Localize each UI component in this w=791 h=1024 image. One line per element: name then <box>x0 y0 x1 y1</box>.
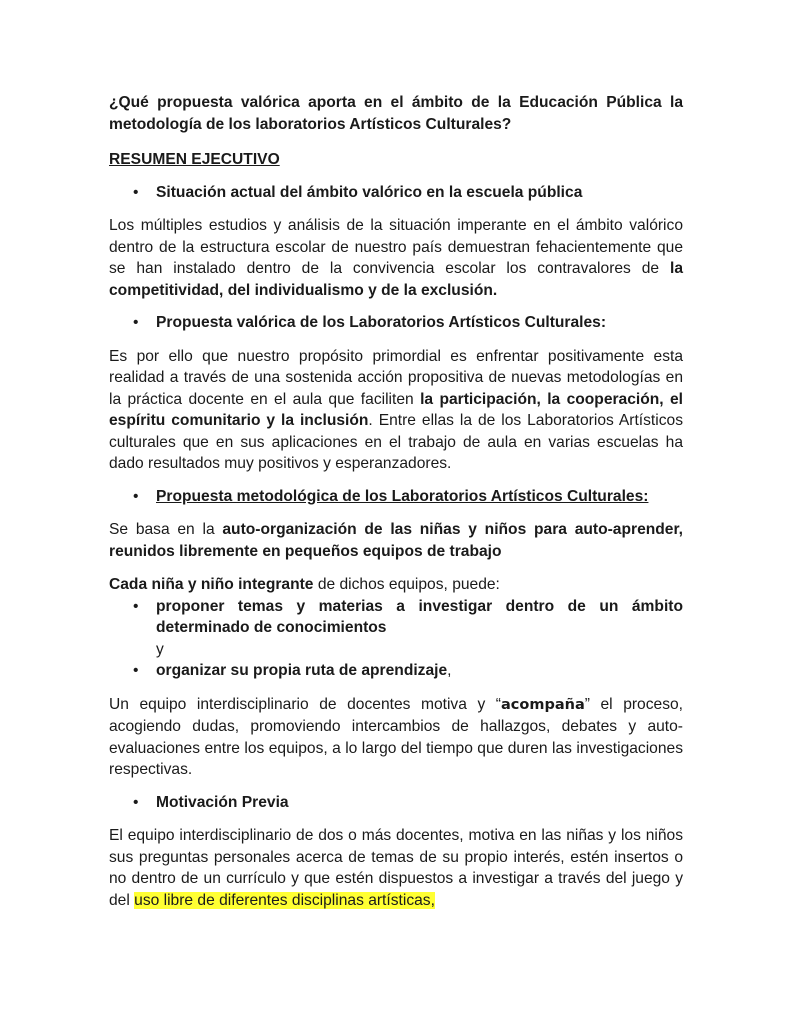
bullet-heading-situacion <box>109 182 683 204</box>
paragraph-bold-text: acompaña <box>501 696 585 713</box>
paragraph-text: Los múltiples estudios y análisis de la situación imperante en el ámbito valórico dentro de la estructura escolar de nuestro país demuestran fehacientemente que se han instalado dentro de la convivencia escolar los contravalores de <box>109 217 683 277</box>
bullet-heading-text: Propuesta metodológica de los Laboratorios Artísticos Culturales: <box>156 487 649 505</box>
paragraph-text: ” el proceso, acogiendo dudas, promoviendo intercambios de hallazgos, debates y auto-evaluaciones entre los equipos, a lo largo del tiempo que duren las investigaciones respectivas. <box>109 695 683 778</box>
paragraph-se-basa <box>109 519 683 562</box>
bullet-icon: • <box>133 183 139 201</box>
highlighted-text: uso libre de diferentes disciplinas artísticas, <box>134 891 435 909</box>
bullet-heading-text: Propuesta valórica de los Laboratorios Artísticos Culturales: <box>156 314 607 331</box>
paragraph-text: Un equipo interdisciplinario de docentes motiva y “ <box>109 695 502 713</box>
bullet-heading-text: Motivación Previa <box>156 793 289 811</box>
bullet-icon: • <box>133 793 139 811</box>
paragraph-text: Es por ello que nuestro propósito primordial es enfrentar positivamente esta realidad a través de una sostenida acción propositiva de nuevas metodologías en la práctica docente en el aula que faciliten <box>109 347 683 408</box>
section-heading: RESUMEN EJECUTIVO <box>109 151 280 168</box>
paragraph-equipo <box>109 694 683 781</box>
bullet-heading-propuesta-valorica <box>109 312 683 334</box>
paragraph-text: . Entre ellas la de los Laboratorios Artísticos culturales que en sus aplicaciones en el trabajo de aula en varias escuelas ha dado resultados muy positivos y esperanzadores. <box>109 412 683 472</box>
paragraph-bold-text: la participación, la cooperación, el espíritu comunitario y la inclusión <box>109 390 683 429</box>
bullet-icon: • <box>133 487 139 505</box>
document-page <box>109 92 683 911</box>
list-connector: y <box>156 640 164 658</box>
document-title: ¿Qué propuesta valórica aporta en el ámbito de la Educación Pública la metodología de los laboratorios Artísticos Culturales? <box>109 94 683 133</box>
bullet-icon: • <box>133 314 139 331</box>
paragraph-text: Se basa en la <box>109 521 223 538</box>
paragraph-motivacion <box>109 825 683 911</box>
bullet-heading-motivacion <box>109 792 683 814</box>
bullet-icon: • <box>133 662 139 679</box>
bullet-heading-propuesta-metodologica <box>109 486 683 508</box>
paragraph-text: El equipo interdisciplinario de dos o más docentes, motiva en las niñas y los niños sus preguntas personales acerca de temas de su propio interés, estén insertos o no dentro de un currículo y que estén dispuestos a investigar a través del juego y del <box>109 827 683 909</box>
paragraph-situacion <box>109 215 683 301</box>
paragraph-bold-text: la competitividad, del individualismo y de la exclusión. <box>109 260 683 299</box>
list-item <box>109 660 683 682</box>
paragraph-proposito <box>109 346 683 475</box>
paragraph-text: de dichos equipos, puede: <box>313 576 500 593</box>
list-item <box>109 596 683 639</box>
paragraph-bold-text: auto-organización de las niñas y niños para auto-aprender, reunidos libremente en pequeños equipos de trabajo <box>109 521 684 560</box>
bullet-heading-text: Situación actual del ámbito valórico en la escuela pública <box>156 183 583 201</box>
list-item-text: proponer temas y materias a investigar dentro de un ámbito determinado de conocimientos <box>156 597 683 636</box>
paragraph-cada-nina <box>109 574 683 596</box>
list-item-punctuation: , <box>447 662 452 679</box>
list-item-text: organizar su propia ruta de aprendizaje <box>156 662 448 679</box>
bullet-icon: • <box>133 597 139 615</box>
paragraph-bold-text: Cada niña y niño integrante <box>109 576 314 593</box>
